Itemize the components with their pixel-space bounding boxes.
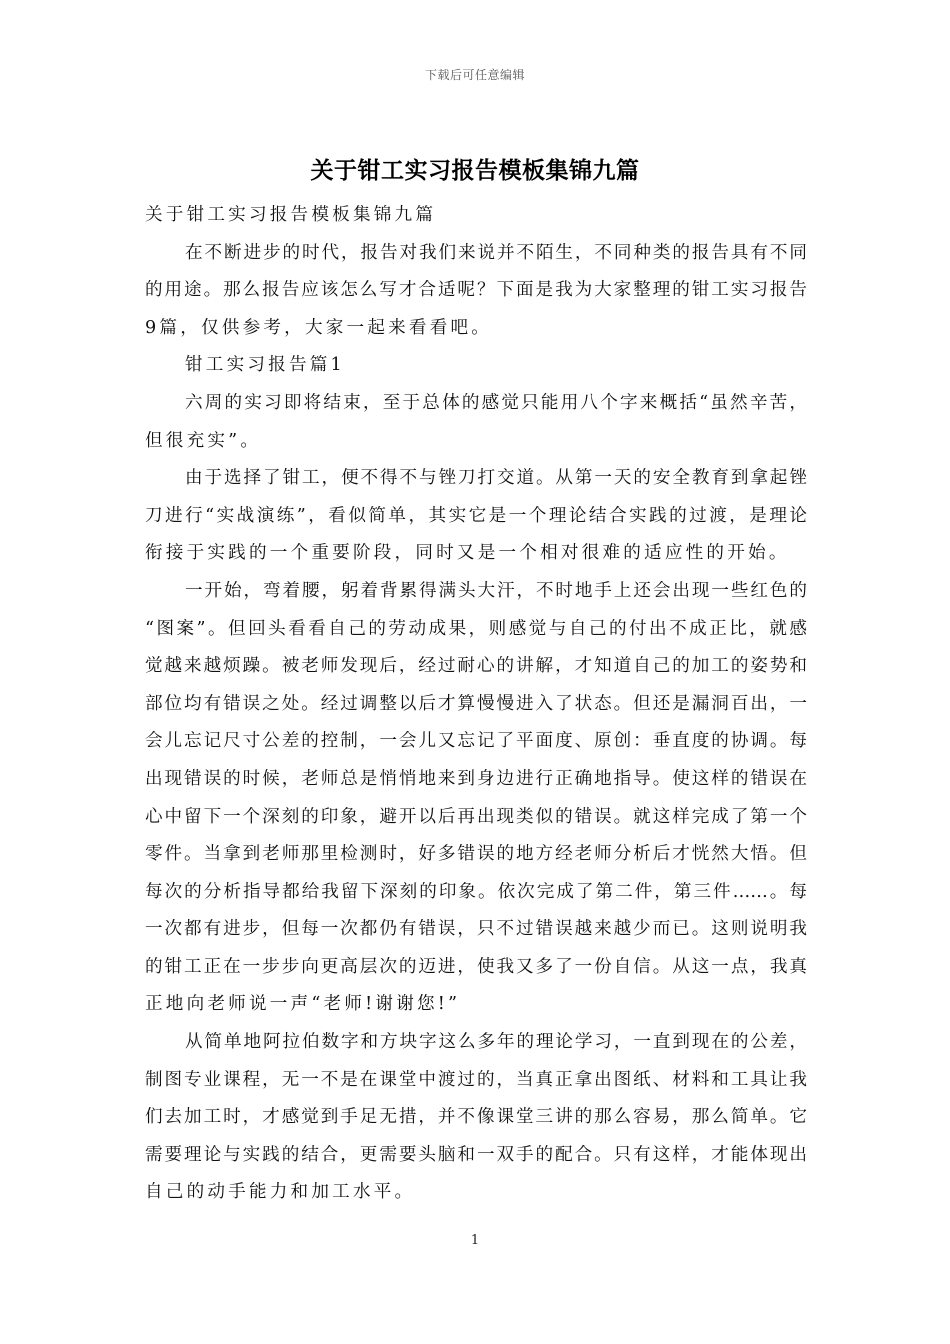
text-line: 从简单地阿拉伯数字和方块字这么多年的理论学习，一直到现在的公差， [185, 1032, 807, 1053]
text-line: 们去加工时，才感觉到手足无措，并不像课堂三讲的那么容易，那么简单。它 [145, 1107, 807, 1128]
text-line: 但很充实”。 [145, 430, 262, 451]
text-line: 零件。当拿到老师那里检测时，好多错误的地方经老师分析后才恍然大悟。但 [145, 844, 807, 865]
text-line: 一次都有进步，但每一次都仍有错误，只不过错误越来越少而已。这则说明我 [145, 919, 807, 940]
text-line: “图案”。但回头看看自己的劳动成果，则感觉与自己的付出不成正比，就感 [145, 618, 807, 639]
text-line: 在不断进步的时代，报告对我们来说并不陌生，不同种类的报告具有不同 [185, 242, 807, 263]
text-line: 一开始，弯着腰，躬着背累得满头大汗，不时地手上还会出现一些红色的 [185, 580, 807, 601]
text-line: 六周的实习即将结束，至于总体的感觉只能用八个字来概括“虽然辛苦， [185, 392, 807, 413]
document-title: 关于钳工实习报告模板集锦九篇 [310, 158, 640, 184]
text-line: 制图专业课程，无一不是在课堂中渡过的，当真正拿出图纸、材料和工具让我 [145, 1069, 807, 1090]
text-line: 会儿忘记尺寸公差的控制，一会儿又忘记了平面度、原创：垂直度的协调。每 [145, 731, 807, 752]
text-line: 的用途。那么报告应该怎么写才合适呢？下面是我为大家整理的钳工实习报告 [145, 280, 807, 301]
header-note: 下载后可任意编辑 [424, 68, 525, 82]
text-line: 需要理论与实践的结合，更需要头脑和一双手的配合。只有这样，才能体现出 [145, 1144, 807, 1165]
text-line: 刀进行“实战演练”，看似简单，其实它是一个理论结合实践的过渡，是理论 [145, 505, 807, 526]
text-line: 心中留下一个深刻的印象，避开以后再出现类似的错误。就这样完成了第一个 [145, 806, 807, 827]
text-line: 的钳工正在一步步向更高层次的迈进，使我又多了一份自信。从这一点，我真 [145, 956, 807, 977]
text-line: 钳工实习报告篇1 [185, 355, 345, 376]
text-line: 每次的分析指导都给我留下深刻的印象。依次完成了第二件，第三件……。每 [145, 881, 807, 902]
text-line: 部位均有错误之处。经过调整以后才算慢慢进入了状态。但还是漏洞百出，一 [145, 693, 807, 714]
text-line: 自己的动手能力和加工水平。 [145, 1182, 416, 1203]
page-number: 1 [470, 1233, 480, 1248]
text-line: 由于选择了钳工，便不得不与锉刀打交道。从第一天的安全教育到拿起锉 [185, 468, 807, 489]
document-subtitle-line: 关于钳工实习报告模板集锦九篇 [145, 205, 437, 225]
text-line: 正地向老师说一声“老师!谢谢您!” [145, 994, 461, 1015]
document-body [145, 197, 807, 1212]
text-line: 觉越来越烦躁。被老师发现后，经过耐心的讲解，才知道自己的加工的姿势和 [145, 656, 807, 677]
text-line: 衔接于实践的一个重要阶段，同时又是一个相对很难的适应性的开始。 [145, 543, 790, 564]
text-line: 出现错误的时候，老师总是悄悄地来到身边进行正确地指导。使这样的错误在 [145, 768, 807, 789]
text-line: 9篇，仅供参考，大家一起来看看吧。 [145, 317, 493, 338]
